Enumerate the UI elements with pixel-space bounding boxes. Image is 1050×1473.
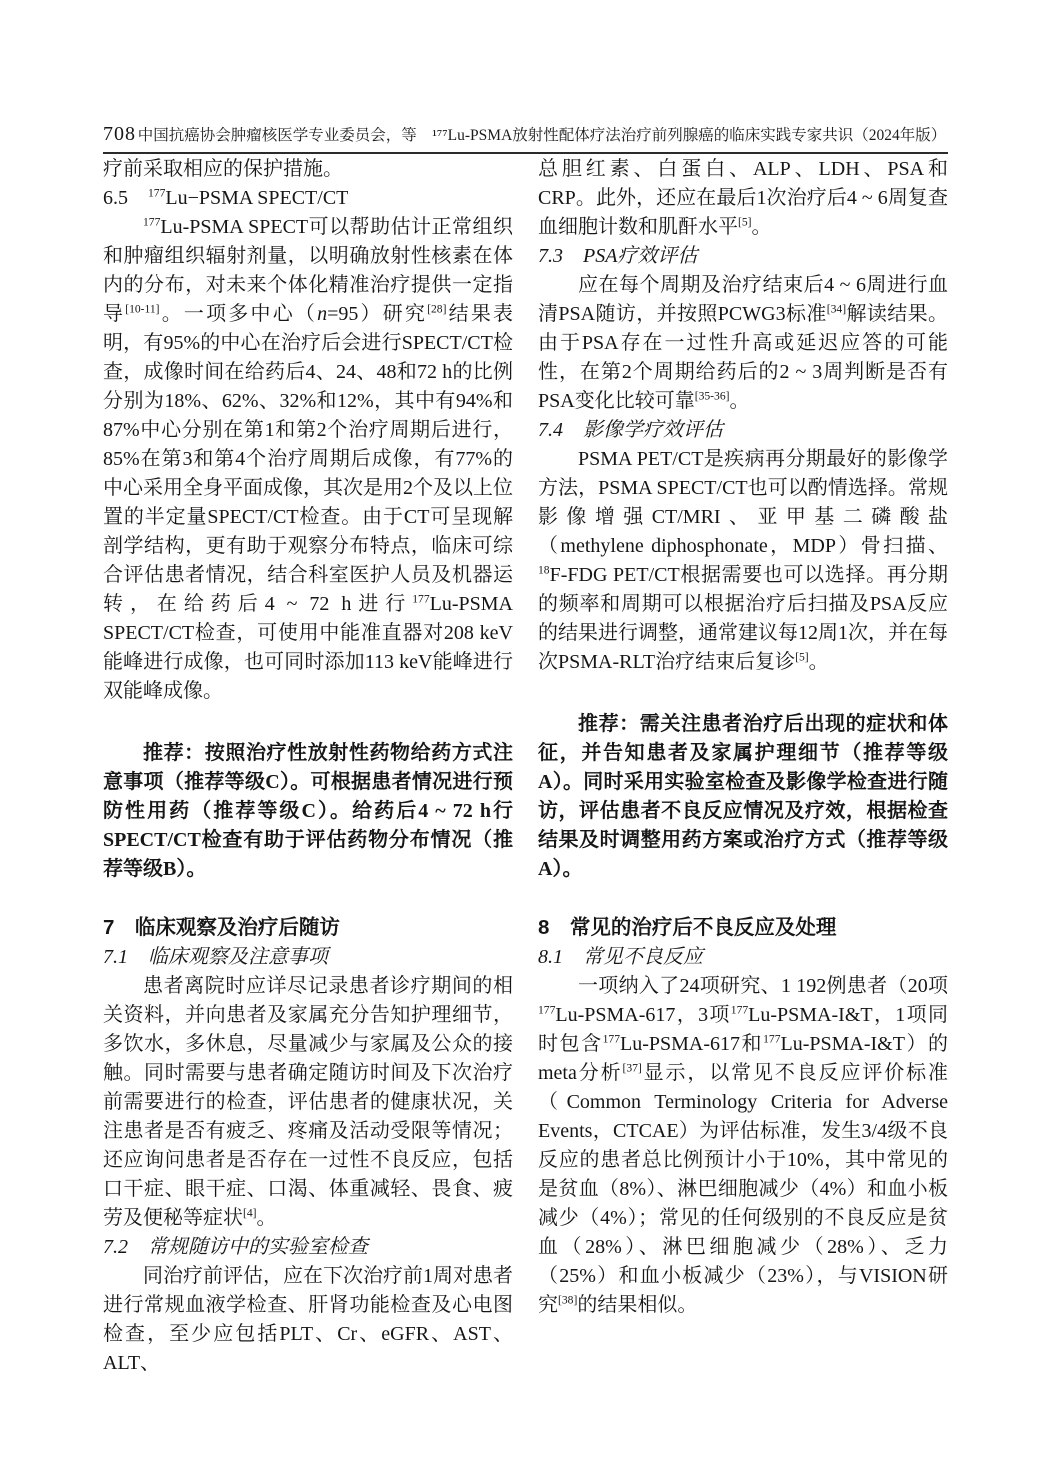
page-number: 708 bbox=[103, 123, 136, 145]
body-paragraph: PSMA PET/CT是疾病再分期最好的影像学方法，PSMA SPECT/CT也可以酌情选择。常规影像增强CT/MRI、亚甲基二磷酸盐（methylene diphosphonate，MDP）骨扫描、$^{18}$F-FDG PET/CT根据需要也可以选择。再分期的频率和周期可以根据治疗后扫描及PSA反应的结果进行调整，通常建议每12周1次，并在每次PSMA-RLT治疗结束后复诊[5]。 bbox=[538, 448, 948, 673]
body-paragraph: 疗前采取相应的保护措施。 bbox=[103, 158, 343, 180]
two-column-body bbox=[103, 155, 948, 1378]
body-paragraph: 一项纳入了24项研究、1 192例患者（20项$^{177}$Lu-PSMA-617，3项$^{177}$Lu-PSMA-I&T，1项同时包含$^{177}$Lu-PSMA-617和$^{177}$Lu-PSMA-I&T）的meta分析[37]显示，以常见不良反应评价标准（Common Terminology Criteria for Adverse Events，CTCAE）为评估标准，发生3/4级不良反应的患者总比例预计小于10%，其中常见的是贫血（8%）、淋巴细胞减少（4%）和血小板减少（4%）；常见的任何级别的不良反应是贫血（28%）、淋巴细胞减少（28%）、乏力（25%）和血小板减少（23%），与VISION研究[38]的结果相似。 bbox=[538, 975, 948, 1316]
section-heading: 8 常见的治疗后不良反应及处理 bbox=[538, 916, 837, 939]
body-paragraph: 总胆红素、白蛋白、ALP、LDH、PSA和CRP。此外，还应在最后1次治疗后4 ~ 6周复查血细胞计数和肌酐水平[5]。 bbox=[538, 158, 948, 238]
body-paragraph: 同治疗前评估，应在下次治疗前1周对患者进行常规血液学检查、肝肾功能检查及心电图检查，至少应包括PLT、Cr、eGFR、AST、ALT、 bbox=[103, 1265, 513, 1374]
body-paragraph: $^{177}$Lu-PSMA SPECT可以帮助估计正常组织和肿瘤组织辐射剂量，以明确放射性核素在体内的分布，对未来个体化精准治疗提供一定指导[10-11]。一项多中心（n=95）研究[28]结果表明，有95%的中心在治疗后会进行SPECT/CT检查，成像时间在给药后4、24、48和72 h的比例分别为18%、62%、32%和12%，其中有94%和87%中心分别在第1和第2个治疗周期后进行，85%在第3和第4个治疗周期后成像，有77%的中心采用全身平面成像，其次是用2个及以上位置的半定量SPECT/CT检查。由于CT可呈现解剖学结构，更有助于观察分布特点，临床可综合评估患者情况，结合科室医护人员及机器运转，在给药后4 ~ 72 h进行$^{177}$Lu-PSMA SPECT/CT检查，可使用中能准直器对208 keV能峰进行成像，也可同时添加113 keV能峰进行双能峰成像。 bbox=[103, 215, 514, 702]
subsection-heading: 7.1 临床观察及注意事项 bbox=[103, 946, 328, 968]
subsection-heading: 6.5 $^{177}$Lu−PSMA SPECT/CT bbox=[103, 186, 349, 209]
page-header bbox=[103, 123, 948, 154]
body-paragraph: 应在每个周期及治疗结束后4 ~ 6周进行血清PSA随访，并按照PCWG3标准[34]解读结果。由于PSA存在一过性升高或延迟应答的可能性，在第2个周期给药后的2 ~ 3周判断是否有PSA变化比较可靠[35-36]。 bbox=[538, 274, 948, 412]
left-column bbox=[103, 155, 513, 1378]
body-paragraph: 患者离院时应详尽记录患者诊疗期间的相关资料，并向患者及家属充分告知护理细节，多饮水，多休息，尽量减少与家属及公众的接触。同时需要与患者确定随访时间及下次治疗前需要进行的检查，评估患者的健康状况，关注患者是否有疲乏、疼痛及活动受限等情况；还应询问患者是否存在一过性不良反应，包括口干症、眼干症、口渴、体重减轻、畏食、疲劳及便秘等症状[4]。 bbox=[103, 975, 513, 1229]
subsection-heading: 7.2 常规随访中的实验室检查 bbox=[103, 1236, 368, 1258]
running-title: 中国抗癌协会肿瘤核医学专业委员会，等 ¹⁷⁷Lu-PSMA放射性配体疗法治疗前列腺癌的临床实践专家共识（2024年版） bbox=[137, 127, 947, 144]
section-heading: 7 临床观察及治疗后随访 bbox=[103, 916, 340, 939]
recommendation-paragraph: 推荐：需关注患者治疗后出现的症状和体征，并告知患者及家属护理细节（推荐等级A）。同时采用实验室检查及影像学检查进行随访，评估患者不良反应情况及疗效，根据检查结果及时调整用药方案或治疗方式（推荐等级A）。 bbox=[538, 713, 948, 880]
subsection-heading: 7.3 PSA疗效评估 bbox=[538, 245, 698, 267]
recommendation-paragraph: 推荐：按照治疗性放射性药物给药方式注意事项（推荐等级C）。可根据患者情况进行预防性用药（推荐等级C）。给药后4 ~ 72 h行SPECT/CT检查有助于评估药物分布情况（推荐等级B）。 bbox=[103, 742, 513, 880]
right-column bbox=[538, 155, 948, 1378]
subsection-heading: 8.1 常见不良反应 bbox=[538, 946, 703, 968]
subsection-heading: 7.4 影像学疗效评估 bbox=[538, 419, 723, 441]
